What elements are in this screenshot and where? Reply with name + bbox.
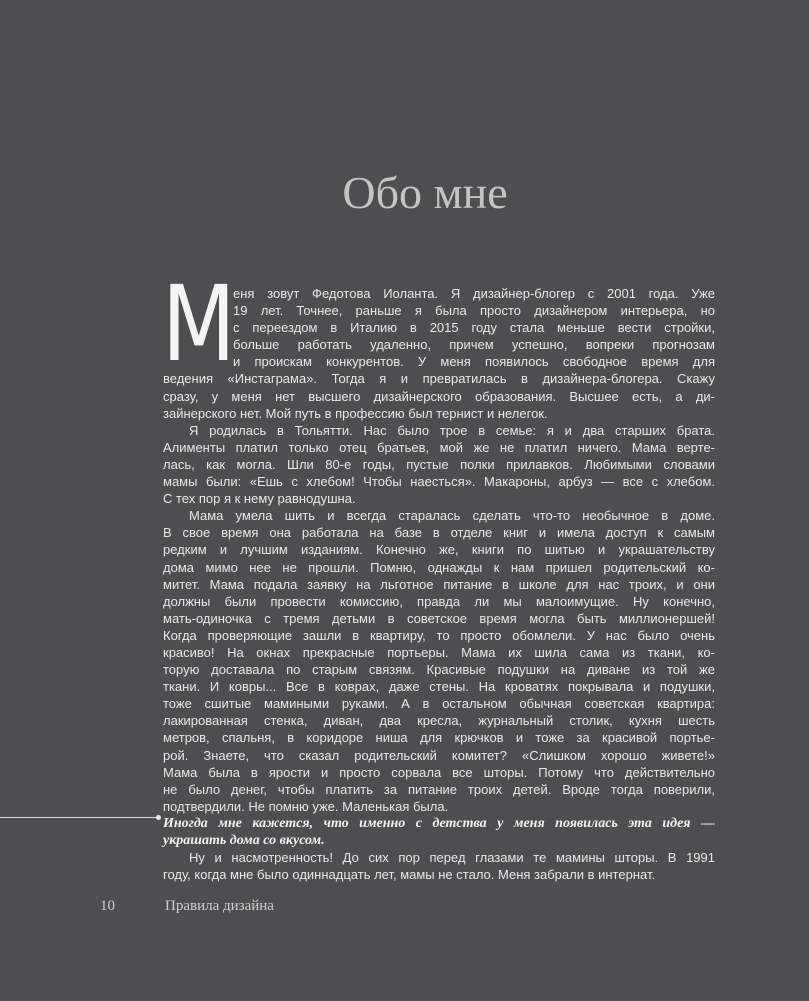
quote-pointer-dot bbox=[156, 815, 161, 820]
text-line: больше работать удаленно, причем успешно, вопреки прогнозам bbox=[233, 337, 715, 353]
text-line: метров, спальня, в коридоре ниша для крючков и тоже за красивой портье- bbox=[163, 730, 715, 746]
text-line: Алименты платил только отец братьев, мой же не платил ничего. Мама верте- bbox=[163, 439, 715, 455]
running-title: Правила дизайна bbox=[165, 898, 274, 914]
text-line: 19 лет. Точнее, раньше я была просто дизайнером интерьера, но bbox=[233, 303, 715, 319]
text-line: и проискам конкурентов. У меня появилось свободное время для bbox=[233, 354, 715, 370]
text-line: лакированная стенка, диван, два кресла, журнальный столик, кухня шесть bbox=[163, 713, 715, 729]
text-line: Ну и насмотренность! До сих пор перед глазами те мамины шторы. В 1991 bbox=[189, 850, 715, 866]
text-line: с переездом в Италию в 2015 году стала меньше вести стройки, bbox=[233, 320, 715, 336]
text-line: тоже сшитые мамиными руками. А в остальном обычная советская квартира: bbox=[163, 696, 715, 712]
drop-cap: М bbox=[162, 263, 236, 385]
text-line: ткани. И ковры... Все в коврах, даже стены. На кроватях покрывала и подушки, bbox=[163, 679, 715, 695]
body-text bbox=[163, 285, 715, 883]
pull-quote-line: Иногда мне кажется, что именно с детства у меня появилась эта идея — bbox=[163, 815, 715, 831]
quote-pointer-line bbox=[0, 817, 158, 818]
text-line: подтвердили. Не помню уже. Маленькая была. bbox=[163, 798, 449, 814]
pull-quote-line: украшать дома со вкусом. bbox=[163, 833, 325, 848]
text-line: Когда проверяющие зашли в квартиру, то просто обомлели. У нас было очень bbox=[163, 627, 715, 643]
text-line: рой. Знаете, что сказал родительский комитет? «Слишком хорошо живете!» bbox=[163, 747, 715, 763]
text-line: Мама умела шить и всегда старалась сделать что-то необычное в доме. bbox=[189, 508, 715, 524]
text-line: редким и лучшим изданиям. Конечно же, книги по шитью и украшательству bbox=[163, 542, 715, 558]
text-line: ведения «Инстаграма». Тогда я и превратилась в дизайнера-блогера. Скажу bbox=[163, 371, 715, 387]
text-line: зайнерского нет. Мой путь в профессию был тернист и нелегок. bbox=[163, 405, 548, 421]
text-line: лась, как могла. Шли 80-е годы, пустые полки прилавков. Любимыми словами bbox=[163, 456, 715, 472]
text-line: красиво! На окнах прекрасные портьеры. Мама их шила сама из ткани, ко- bbox=[163, 644, 715, 660]
text-line: торую доставала по старым связям. Красивые подушки на диване из той же bbox=[163, 662, 715, 678]
text-line: сразу, у меня нет высшего дизайнерского образования. Высшее есть, а ди- bbox=[163, 388, 715, 404]
text-line: не было денег, чтобы платить за питание троих детей. Вроде тогда поверили, bbox=[163, 781, 715, 797]
page-title: Обо мне bbox=[342, 167, 508, 218]
text-line: должны были провести комиссию, правда ли мы малоимущие. Ну конечно, bbox=[163, 593, 715, 609]
text-line: Мама была в ярости и просто сорвала все шторы. Потому что действительно bbox=[163, 764, 715, 780]
text-line: В свое время она работала на базе в отделе книг и имела доступ к самым bbox=[163, 525, 715, 541]
text-line: С тех пор я к нему равнодушна. bbox=[163, 491, 356, 507]
text-line: дома мимо нее не прошли. Помню, однажды к нам пришел родительский ко- bbox=[163, 559, 715, 575]
text-line: Я родилась в Тольятти. Нас было трое в семье: я и два старших брата. bbox=[189, 422, 715, 438]
text-line: митет. Мама подала заявку на льготное питание в школе для нас троих, и они bbox=[163, 576, 715, 592]
text-line: еня зовут Федотова Иоланта. Я дизайнер-блогер с 2001 года. Уже bbox=[233, 286, 715, 301]
page-number: 10 bbox=[100, 898, 115, 914]
text-line: году, когда мне было одиннадцать лет, мамы не стало. Меня забрали в интернат. bbox=[163, 867, 656, 883]
text-line: мамы были: «Ешь с хлебом! Чтобы наесться». Макароны, арбуз — все с хлебом. bbox=[163, 474, 715, 490]
text-line: мать-одиночка с тремя детьми в советское время могла быть миллионершей! bbox=[163, 610, 715, 626]
